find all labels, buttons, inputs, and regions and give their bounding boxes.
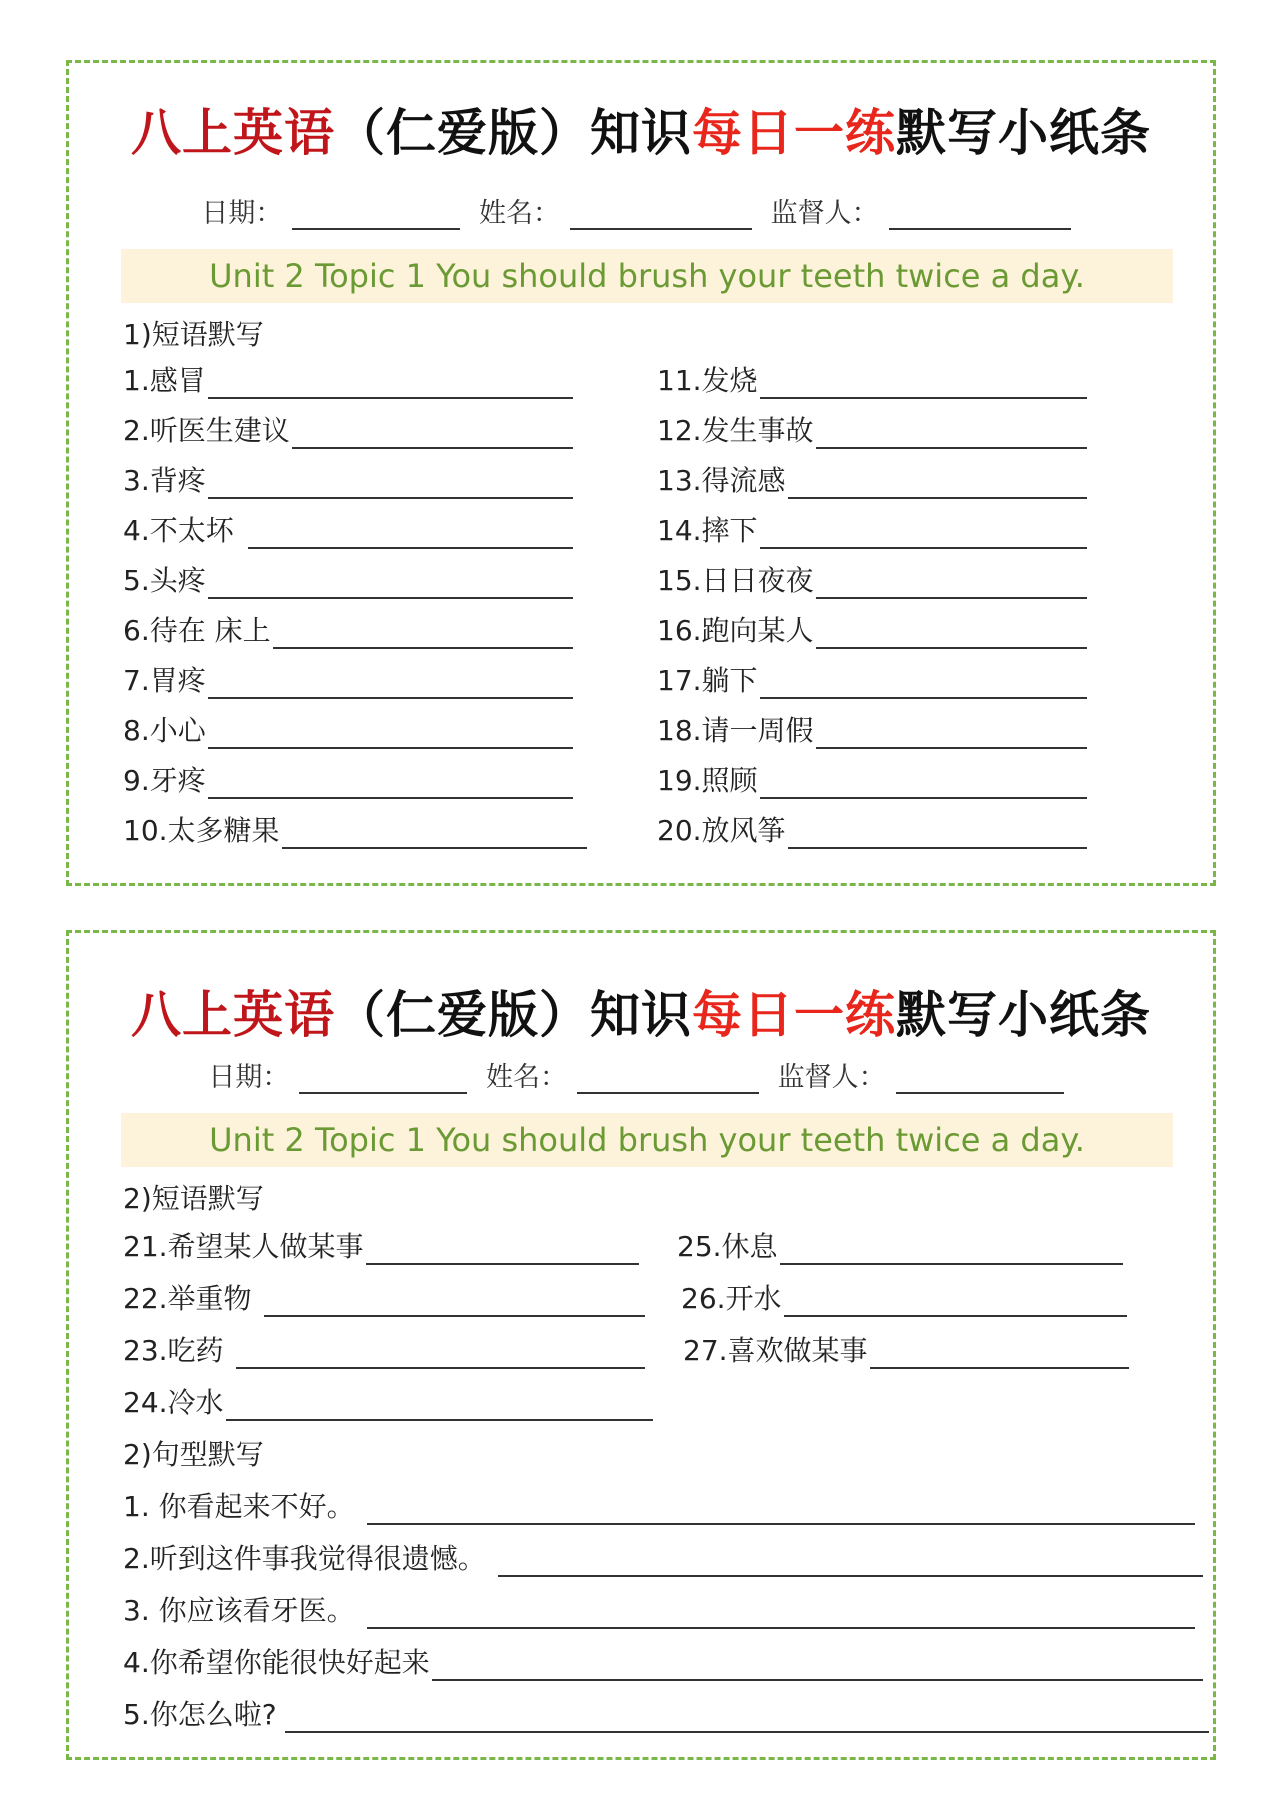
answer-blank[interactable] xyxy=(208,367,573,399)
supervisor-label: 监督人： xyxy=(770,198,879,229)
item-label: 2.听医生建议 xyxy=(123,414,290,447)
title-part: 默写小纸条 xyxy=(896,986,1151,1044)
answer-blank[interactable] xyxy=(292,417,573,449)
item-label: 8.小心 xyxy=(123,714,206,747)
answer-blank[interactable] xyxy=(366,1233,639,1265)
answer-blank[interactable] xyxy=(282,817,587,849)
item-label: 5.头疼 xyxy=(123,564,206,597)
sentence-label: 1. 你看起来不好。 xyxy=(123,1490,355,1523)
item-label: 21.希望某人做某事 xyxy=(123,1230,364,1263)
list-item xyxy=(657,709,1087,749)
answer-blank[interactable] xyxy=(226,1389,653,1421)
item-label: 23.吃药 xyxy=(123,1334,224,1367)
info-fields xyxy=(69,1055,1213,1094)
item-label: 6.待在 床上 xyxy=(123,614,271,647)
list-item xyxy=(657,809,1087,849)
answer-blank[interactable] xyxy=(788,467,1087,499)
answer-blank[interactable] xyxy=(780,1233,1123,1265)
name-label: 姓名： xyxy=(486,1062,567,1093)
answer-blank[interactable] xyxy=(788,817,1087,849)
item-label: 1.感冒 xyxy=(123,364,206,397)
answer-blank[interactable] xyxy=(432,1649,1203,1681)
item-label: 25.休息 xyxy=(677,1230,778,1263)
list-item xyxy=(123,359,573,399)
sentence-item xyxy=(123,1693,1209,1733)
item-label: 18.请一周假 xyxy=(657,714,814,747)
name-blank[interactable] xyxy=(577,1062,759,1094)
section-heading: 2)句型默写 xyxy=(123,1438,264,1471)
supervisor-blank[interactable] xyxy=(896,1062,1064,1094)
item-label: 3.背疼 xyxy=(123,464,206,497)
date-blank[interactable] xyxy=(292,198,460,230)
answer-blank[interactable] xyxy=(236,1337,645,1369)
title-part: 八上英语 xyxy=(131,986,335,1044)
list-item xyxy=(123,1225,639,1265)
item-label: 9.牙疼 xyxy=(123,764,206,797)
answer-blank[interactable] xyxy=(760,667,1087,699)
answer-blank[interactable] xyxy=(498,1545,1203,1577)
card-title xyxy=(69,975,1213,1047)
list-item xyxy=(657,559,1087,599)
date-label: 日期： xyxy=(201,198,283,229)
answer-blank[interactable] xyxy=(760,767,1087,799)
answer-blank[interactable] xyxy=(816,717,1087,749)
list-item xyxy=(657,359,1087,399)
list-item xyxy=(657,659,1087,699)
title-part: 每日一练 xyxy=(692,104,896,162)
unit-banner: Unit 2 Topic 1 You should brush your teeth twice a day. xyxy=(121,1113,1173,1167)
answer-blank[interactable] xyxy=(760,367,1087,399)
answer-blank[interactable] xyxy=(208,467,573,499)
worksheet-card-2 xyxy=(66,930,1216,1760)
item-label: 26.开水 xyxy=(681,1282,782,1315)
list-item xyxy=(657,459,1087,499)
item-label: 27.喜欢做某事 xyxy=(683,1334,868,1367)
sentence-item xyxy=(123,1589,1195,1629)
answer-blank[interactable] xyxy=(367,1493,1195,1525)
list-item xyxy=(123,1381,653,1421)
answer-blank[interactable] xyxy=(367,1597,1195,1629)
list-item xyxy=(123,659,573,699)
item-label: 22.举重物 xyxy=(123,1282,252,1315)
answer-blank[interactable] xyxy=(208,567,573,599)
item-label: 16.跑向某人 xyxy=(657,614,814,647)
sentence-item xyxy=(123,1485,1195,1525)
list-item xyxy=(123,1329,645,1369)
title-part: 每日一练 xyxy=(692,986,896,1044)
sentence-label: 2.听到这件事我觉得很遗憾。 xyxy=(123,1542,486,1575)
info-fields xyxy=(69,191,1213,230)
date-blank[interactable] xyxy=(299,1062,467,1094)
answer-blank[interactable] xyxy=(870,1337,1129,1369)
card-title xyxy=(69,93,1213,165)
list-item xyxy=(657,759,1087,799)
unit-banner: Unit 2 Topic 1 You should brush your teeth twice a day. xyxy=(121,249,1173,303)
answer-blank[interactable] xyxy=(784,1285,1127,1317)
supervisor-label: 监督人： xyxy=(777,1062,886,1093)
section-heading: 1)短语默写 xyxy=(123,318,264,351)
list-item xyxy=(657,509,1087,549)
item-label: 15.日日夜夜 xyxy=(657,564,814,597)
sentence-label: 4.你希望你能很快好起来 xyxy=(123,1646,430,1679)
answer-blank[interactable] xyxy=(816,617,1087,649)
answer-blank[interactable] xyxy=(264,1285,645,1317)
item-label: 17.躺下 xyxy=(657,664,758,697)
item-label: 11.发烧 xyxy=(657,364,758,397)
list-item xyxy=(681,1277,1127,1317)
item-label: 10.太多糖果 xyxy=(123,814,280,847)
sentence-item xyxy=(123,1641,1203,1681)
list-item xyxy=(123,709,573,749)
list-item xyxy=(123,559,573,599)
list-item xyxy=(677,1225,1123,1265)
title-part: （仁爱版）知识 xyxy=(335,104,692,162)
list-item xyxy=(683,1329,1129,1369)
answer-blank[interactable] xyxy=(208,667,573,699)
supervisor-blank[interactable] xyxy=(889,198,1071,230)
answer-blank[interactable] xyxy=(273,617,573,649)
answer-blank[interactable] xyxy=(816,567,1087,599)
item-label: 20.放风筝 xyxy=(657,814,786,847)
worksheet-card-1 xyxy=(66,60,1216,886)
item-label: 13.得流感 xyxy=(657,464,786,497)
answer-blank[interactable] xyxy=(248,517,573,549)
name-blank[interactable] xyxy=(570,198,752,230)
list-item xyxy=(123,1277,645,1317)
date-label: 日期： xyxy=(208,1062,290,1093)
item-label: 7.胃疼 xyxy=(123,664,206,697)
answer-blank[interactable] xyxy=(208,717,573,749)
sentence-label: 3. 你应该看牙医。 xyxy=(123,1594,355,1627)
title-part: 默写小纸条 xyxy=(896,104,1151,162)
item-label: 4.不太坏 xyxy=(123,514,234,547)
list-item xyxy=(123,759,573,799)
item-label: 12.发生事故 xyxy=(657,414,814,447)
list-item xyxy=(657,609,1087,649)
list-item xyxy=(123,409,573,449)
title-part: （仁爱版）知识 xyxy=(335,986,692,1044)
title-part: 八上英语 xyxy=(131,104,335,162)
list-item xyxy=(657,409,1087,449)
list-item xyxy=(123,609,573,649)
sentence-label: 5.你怎么啦? xyxy=(123,1698,277,1731)
answer-blank[interactable] xyxy=(208,767,573,799)
list-item xyxy=(123,509,573,549)
item-label: 24.冷水 xyxy=(123,1386,224,1419)
answer-blank[interactable] xyxy=(285,1701,1209,1733)
item-label: 14.摔下 xyxy=(657,514,758,547)
list-item xyxy=(123,809,587,849)
answer-blank[interactable] xyxy=(760,517,1087,549)
answer-blank[interactable] xyxy=(816,417,1087,449)
sentence-item xyxy=(123,1537,1203,1577)
name-label: 姓名： xyxy=(479,198,560,229)
list-item xyxy=(123,459,573,499)
section-heading: 2)短语默写 xyxy=(123,1182,264,1215)
item-label: 19.照顾 xyxy=(657,764,758,797)
